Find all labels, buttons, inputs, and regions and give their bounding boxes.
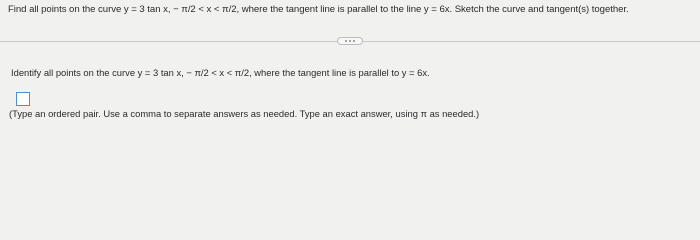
ellipsis-icon — [349, 40, 351, 42]
answer-hint: (Type an ordered pair. Use a comma to separate answers as needed. Type an exact answer, using π as needed.) — [9, 108, 480, 119]
ellipsis-icon — [345, 40, 347, 42]
answer-input[interactable] — [16, 92, 30, 106]
part-prompt: Identify all points on the curve y = 3 tan x, − π/2 < x < π/2, where the tangent line is parallel to y = 6x. — [11, 67, 430, 78]
ellipsis-icon — [353, 40, 355, 42]
question-text: Find all points on the curve y = 3 tan x, − π/2 < x < π/2, where the tangent line is parallel to the line y = 6x. Sketch the curve and tangent(s) together. — [8, 4, 629, 15]
expand-handle-button[interactable] — [337, 37, 363, 45]
